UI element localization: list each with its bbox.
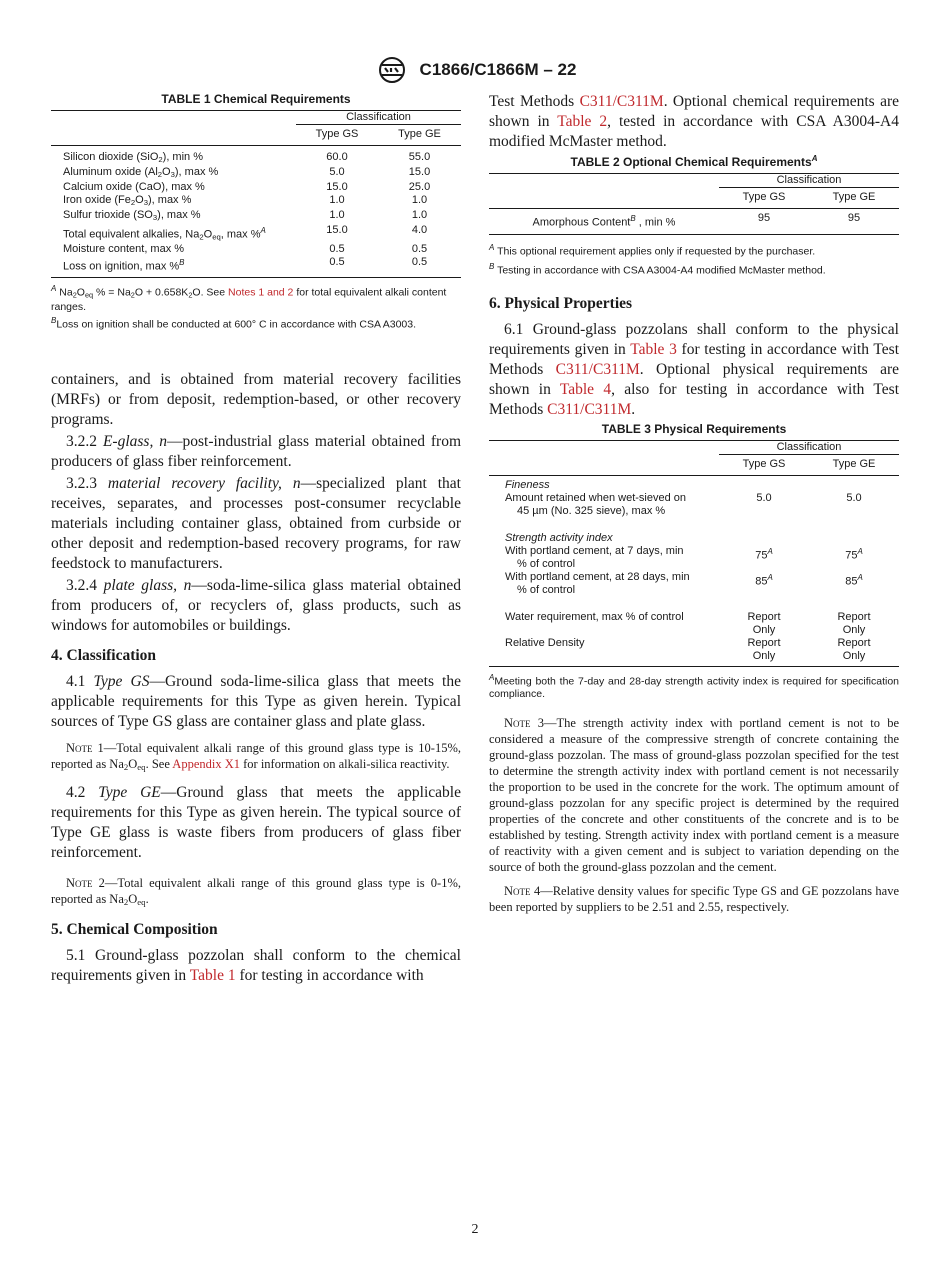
notes-link[interactable]: Notes 1 and 2 bbox=[228, 286, 294, 299]
paragraph-3-2-2: 3.2.2 E-glass, n—post-industrial glass material obtained from producers of glass fiber reinforcement. bbox=[51, 432, 462, 470]
table2-caption: TABLE 2 Optional Chemical Requirements$^A$ bbox=[570, 154, 818, 169]
table-row: Amorphous Content$^B$ , min % 95 95 bbox=[489, 209, 899, 235]
table-row: With portland cement, at 28 days, min % of control $85^A$ $85^A$ bbox=[505, 570, 863, 596]
paragraph-continued: containers, and is obtained from material recovery facilities (MRFs) or from deposit, redemption-based, or other recovery programs. bbox=[51, 370, 461, 428]
paragraph-6-1: 6.1 Ground-glass pozzolans shall conform to the physical requirements given in Table 3 for testing in accordance with Test Methods C311/C311M. Optional physical requirements are shown in Table 4, also for testing in accordance with Test Methods C311/C311M. bbox=[489, 320, 900, 418]
paragraph-4-2: 4.2 Type GE—Ground glass that meets the applicable requirements for this Type as given herein. The typical source of Type GE glass is waste fibers from producers of glass fiber reinforcement. bbox=[51, 783, 461, 861]
c311-link[interactable]: C311/C311M bbox=[555, 360, 640, 378]
table4-link[interactable]: Table 4 bbox=[559, 380, 612, 398]
table-row: Total equivalent alkalies, $Na_2O_{eq}$, max %$^A$ 15.0 4.0 bbox=[63, 223, 428, 242]
table2: Classification Type GS Type GE Amorphous Content$^B$ , min % 95 95 bbox=[489, 173, 899, 235]
page-header bbox=[0, 56, 950, 84]
note-3: Note 3—The strength activity index with portland cement is not to be considered a measure of the compressive strength of concrete containing the ground-glass pozzolan. The mass of ground-glass pozzolan specified for the test to determine the strength activity index with portland cement is not necessarily the proportion to be used in the concrete for the work. The optimum amount of ground-glass pozzolan for any specific project is determined by the required properties of the concrete and other constituents of the concrete and is to be established by testing. Strength activity index with portland cement is a measure of reactivity with a given cement and is subject to variation depending on the source of both the ground-glass pozzolan and the cement. bbox=[489, 716, 899, 875]
section-6-heading: 6. Physical Properties bbox=[489, 294, 633, 312]
table2-link[interactable]: Table 2 bbox=[557, 113, 608, 130]
c311-link[interactable]: C311/C311M bbox=[547, 400, 632, 418]
table-row: Iron oxide $(Fe_2O_3)$, max % 1.0 1.0 bbox=[63, 193, 428, 207]
note-4: Note 4—Relative density values for specific Type GS and GE pozzolans have been reported by suppliers to be 2.51 and 2.55, respectively. bbox=[489, 884, 899, 915]
table-row: Water requirement, max % of control Report Only Report Only bbox=[505, 610, 871, 636]
section-5-heading: 5. Chemical Composition bbox=[51, 920, 218, 938]
table-row: Silicon dioxide (SiO$_2$), min % 60.0 55.0 bbox=[63, 150, 431, 164]
appendix-x1-link[interactable]: Appendix X1 bbox=[172, 756, 240, 771]
table-row: Aluminum oxide $(Al_2O_3)$, max % 5.0 15.0 bbox=[63, 165, 431, 179]
table1-classification: Classification bbox=[296, 111, 461, 125]
paragraph-5-1: 5.1 Ground-glass pozzolan shall conform to the chemical requirements given in Table 1 for testing in accordance with bbox=[51, 946, 461, 984]
left-column bbox=[51, 92, 461, 986]
table3-caption: TABLE 3 Physical Requirements bbox=[601, 421, 787, 436]
table1-col-ge: Type GE bbox=[378, 125, 461, 146]
table-row: Moisture content, max % 0.5 0.5 bbox=[63, 243, 428, 256]
document-code: C1866/C1866M – 22 bbox=[419, 60, 577, 79]
table-row: Loss on ignition, max %$^B$ 0.5 0.5 bbox=[51, 256, 461, 277]
table1 bbox=[51, 110, 461, 278]
table1-footnote-a: $^A$ $Na_2O_{eq}$ % = $Na_2O + 0.658K_2O$. See Notes 1 and 2 for total equivalent alkali content ranges. bbox=[51, 283, 447, 314]
paragraph-4-1: 4.1 Type GS—Ground soda-lime-silica glass that meets the applicable requirements for this Type as given herein. Typical sources of Type GS glass are container glass and plate glass. bbox=[51, 672, 461, 730]
note-2: Note 2—Total equivalent alkali range of this ground glass type is 0-1%, reported as $Na_2O_{eq}$. bbox=[51, 875, 461, 907]
table3-link[interactable]: Table 3 bbox=[630, 340, 677, 358]
paragraph-3-2-3: 3.2.3 material recovery facility, n—specialized plant that receives, separates, and processes post-consumer recyclable materials including container glass, obtained from curbside or other deposit and redemption-based recovery programs, for raw feedstock to manufacturers. bbox=[51, 474, 461, 572]
page-number: 2 bbox=[471, 1222, 479, 1237]
table3: Classification Type GS Type GE Fineness Amount retained when wet-sieved on 45 µm (No. 325 sieve), max % 5.0 5.0 Strength activity index With portland cement, at 7 days, min % of control $75^A$ $75^A$ With portland cement, at 28 days, min % of control $85^A$ $85^A$ Water requirement, max % of control Report Only Report Only Relative Density Report Only Report Only bbox=[489, 440, 899, 667]
table1-caption: TABLE 1 Chemical Requirements bbox=[161, 92, 351, 106]
c311-link[interactable]: C311/C311M bbox=[579, 93, 664, 110]
note-1: Note 1—Total equivalent alkali range of this ground glass type is 10-15%, reported as $Na_2O_{eq}$. See Appendix X1 for information on alkali-silica reactivity. bbox=[51, 740, 461, 772]
table2-footnote-b: $^B$ Testing in accordance with CSA A3004-A4 modified McMaster method. bbox=[489, 262, 826, 277]
right-column bbox=[489, 92, 899, 923]
table-row: Calcium oxide (CaO), max % 15.0 25.0 bbox=[63, 180, 431, 193]
paragraph-3-2-4: 3.2.4 plate glass, n—soda-lime-silica glass material obtained from producers of, or recyclers of, glass products, such as windows for automobiles or buildings. bbox=[51, 576, 461, 634]
table-row: With portland cement, at 7 days, min % of control $75^A$ $75^A$ bbox=[505, 544, 863, 570]
table-row: Sulfur trioxide $(SO_3)$, max % 1.0 1.0 bbox=[63, 208, 428, 222]
table-row: Relative Density Report Only Report Only bbox=[489, 637, 899, 667]
astm-logo-icon bbox=[374, 56, 410, 84]
table3-footnote-a: $^A$Meeting both the 7-day and 28-day strength activity index is required for specification compliance. bbox=[489, 672, 899, 701]
table1-footnote-b: $^B$Loss on ignition shall be conducted at 600° C in accordance with CSA A3003. bbox=[51, 316, 417, 331]
table2-footnote-a: $^A$ This optional requirement applies only if requested by the purchaser. bbox=[489, 242, 816, 258]
paragraph-continued-right: Test Methods C311/C311M. Optional chemical requirements are shown in Table 2, tested in accordance with CSA A3004-A4 modified McMaster method. bbox=[489, 93, 899, 150]
table-row: Amount retained when wet-sieved on 45 µm (No. 325 sieve), max % 5.0 5.0 bbox=[505, 491, 862, 517]
table1-col-gs: Type GS bbox=[296, 125, 378, 146]
table1-link[interactable]: Table 1 bbox=[189, 966, 236, 984]
section-4-heading: 4. Classification bbox=[51, 646, 157, 664]
